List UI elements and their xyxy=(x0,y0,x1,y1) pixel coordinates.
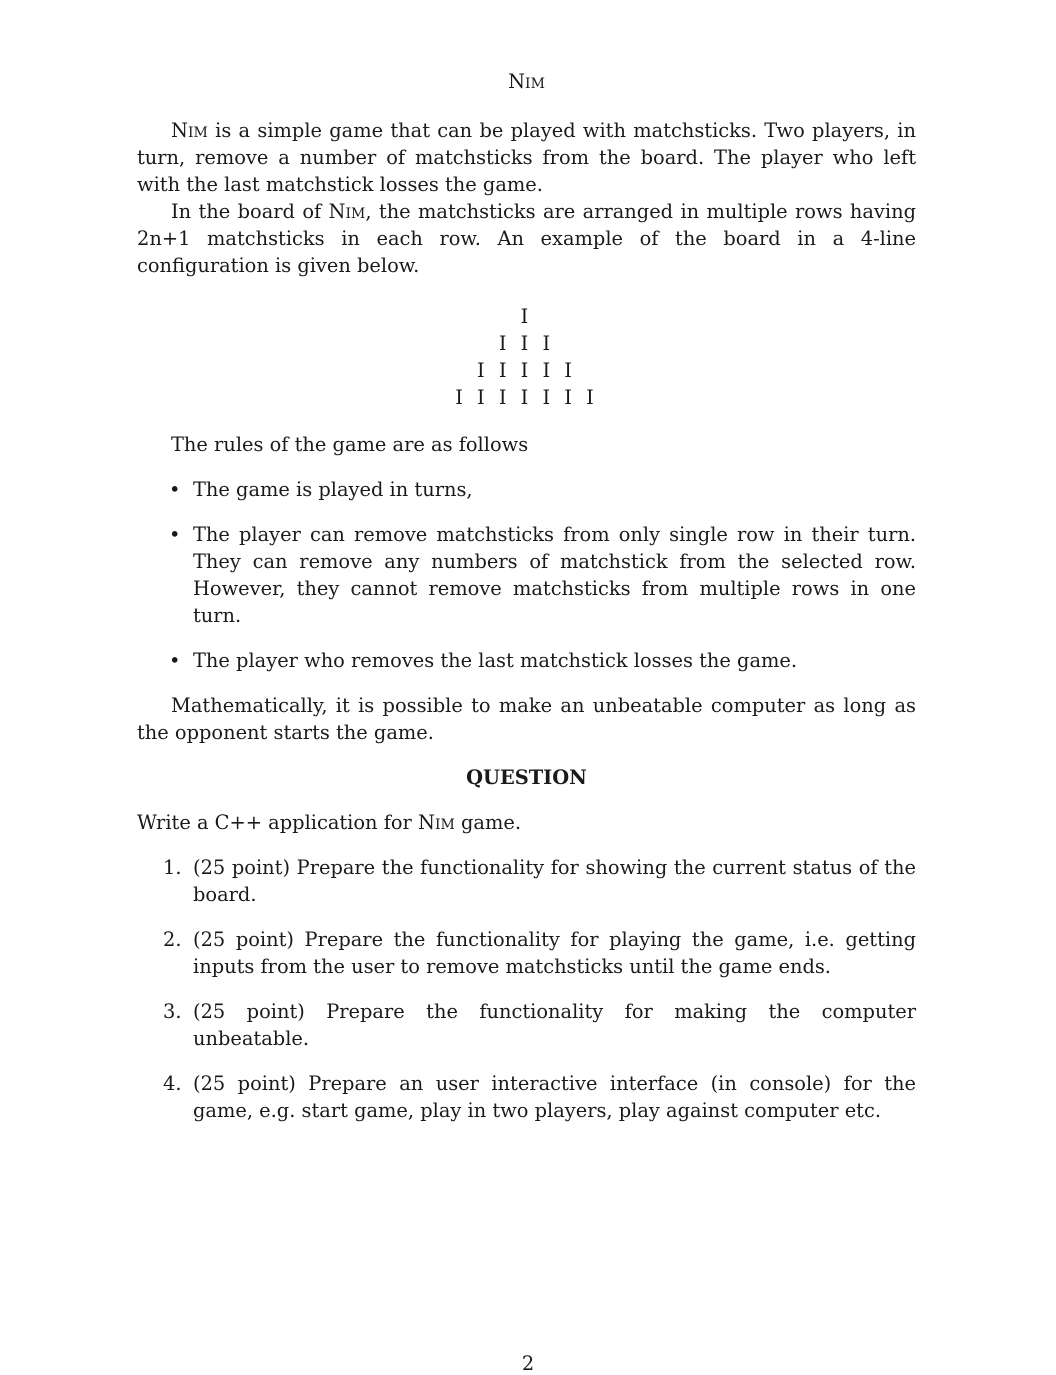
rule-item xyxy=(169,647,916,674)
task-text: (25 point) Prepare the functionality for showing the current status of the board. xyxy=(193,856,916,906)
board-row: I xyxy=(520,305,533,328)
rule-item xyxy=(169,521,916,629)
rule-text: The game is played in turns, xyxy=(193,478,473,501)
rule-text: The player who removes the last matchstick losses the game. xyxy=(193,649,798,672)
task-number: 1. xyxy=(163,856,182,879)
question-intro-prefix: Write a C++ application for xyxy=(137,811,418,834)
document-page xyxy=(137,68,916,1142)
rule-text: The player can remove matchsticks from only single row in their turn. They can remove any numbers of matchstick from the selected row. However, they cannot remove matchsticks from multiple rows in one turn. xyxy=(193,523,916,627)
math-paragraph: Mathematically, it is possible to make an unbeatable computer as long as the opponent starts the game. xyxy=(137,694,916,744)
task-item xyxy=(163,926,916,980)
nim-board xyxy=(137,303,916,411)
page-title: Nim xyxy=(508,70,545,93)
rules-list xyxy=(137,476,916,674)
intro-paragraph-2 xyxy=(137,198,916,279)
page-number: 2 xyxy=(521,1352,535,1375)
task-number: 3. xyxy=(163,1000,182,1023)
formula: 2n+1 xyxy=(137,227,191,250)
game-name: Nim xyxy=(418,811,455,834)
bullet-icon: • xyxy=(169,523,181,546)
intro-paragraph-2-prefix: In the board of xyxy=(171,200,329,223)
intro-paragraph-1-text: is a simple game that can be played with matchsticks. Two players, in turn, remove a number of matchsticks from the board. The player who left with the last matchstick losses the game. xyxy=(137,119,916,196)
intro-paragraph-2-suffix: matchsticks in each row. An example of the board in a 4-line configuration is given below. xyxy=(137,227,916,277)
board-row: I I I I I xyxy=(477,359,576,382)
task-item xyxy=(163,854,916,908)
question-heading: QUESTION xyxy=(466,766,587,789)
task-number: 2. xyxy=(163,928,182,951)
task-text: (25 point) Prepare an user interactive interface (in console) for the game, e.g. start game, play in two players, play against computer etc. xyxy=(193,1072,916,1122)
tasks-list xyxy=(137,854,916,1124)
board-row: I I I xyxy=(498,332,555,355)
task-number: 4. xyxy=(163,1072,182,1095)
question-intro-suffix: game. xyxy=(454,811,522,834)
rule-item xyxy=(169,476,916,503)
task-item xyxy=(163,1070,916,1124)
board-row: I I I I I I I xyxy=(455,386,598,409)
bullet-icon: • xyxy=(169,478,181,501)
bullet-icon: • xyxy=(169,649,181,672)
task-text: (25 point) Prepare the functionality for making the computer unbeatable. xyxy=(193,1000,916,1050)
game-name: Nim xyxy=(171,119,208,142)
question-intro xyxy=(137,809,916,836)
task-text: (25 point) Prepare the functionality for playing the game, i.e. getting inputs from the user to remove matchsticks until the game ends. xyxy=(193,928,916,978)
task-item xyxy=(163,998,916,1052)
rules-intro: The rules of the game are as follows xyxy=(171,433,529,456)
intro-paragraph-1 xyxy=(137,117,916,198)
game-name: Nim xyxy=(328,200,366,223)
intro-paragraph-2-middle: , the matchsticks are arranged in multiple rows having xyxy=(365,200,916,223)
